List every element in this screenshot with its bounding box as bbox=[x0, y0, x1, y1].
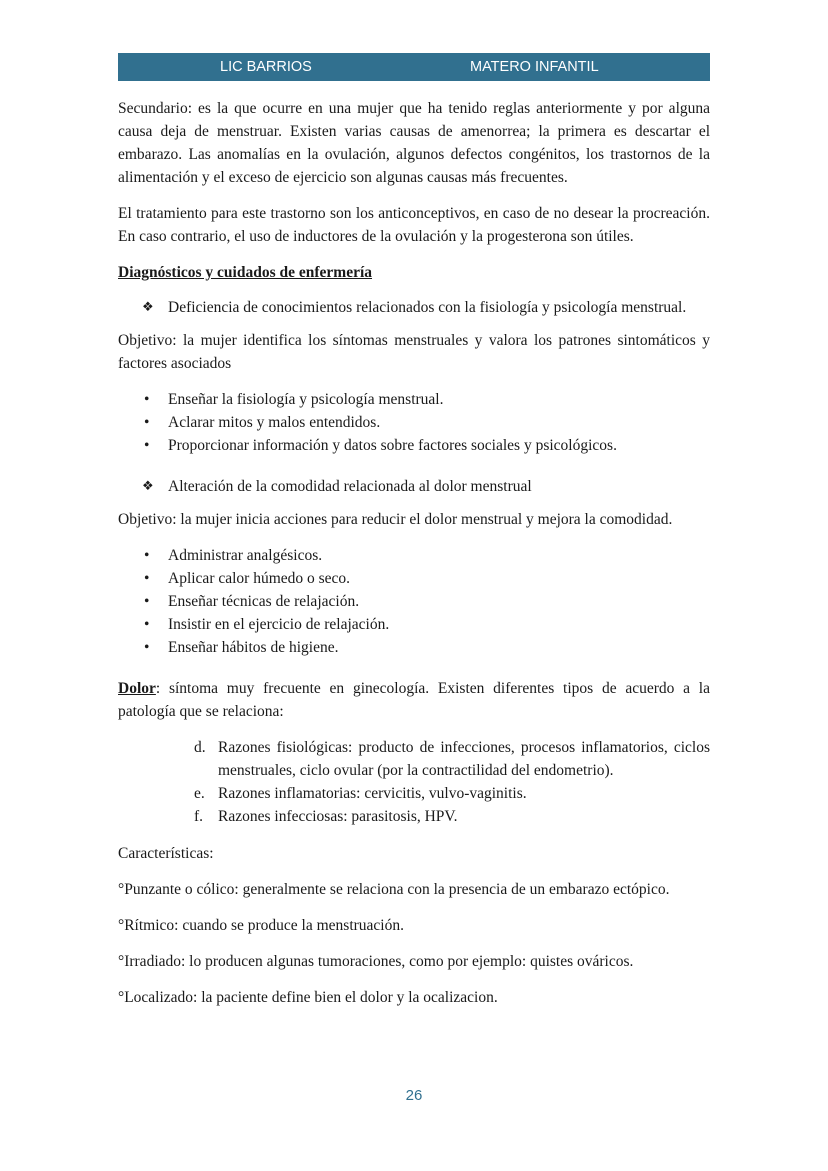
list-letter: f. bbox=[194, 808, 204, 825]
header-subject: MATERO INFANTIL bbox=[470, 59, 599, 75]
caracteristica-item: °Rítmico: cuando se produce la menstruación. bbox=[118, 917, 404, 934]
paragraph-secundario: Secundario: es la que ocurre en una mujer que ha tenido reglas anteriormente y por alguna causa deja de menstruar. Existen varias causas de amenorrea; la primera es descartar el embarazo. Las anomalías en la ovulación, algunos defectos congénitos, los trastornos de la alimentación y el exceso de ejercicio son algunas causas más frecuentes. bbox=[118, 100, 710, 186]
page-header bbox=[118, 53, 710, 81]
list-item bbox=[118, 736, 710, 782]
section-heading: Diagnósticos y cuidados de enfermería bbox=[118, 264, 373, 281]
bullet-icon: • bbox=[144, 414, 150, 431]
bullet-icon: • bbox=[144, 639, 150, 656]
diagnosis-title: Alteración de la comodidad relacionada al dolor menstrual bbox=[168, 478, 532, 495]
list-item bbox=[118, 567, 710, 590]
diamond-bullet-icon: ❖ bbox=[142, 300, 154, 315]
care-list bbox=[118, 388, 710, 457]
list-item bbox=[118, 636, 710, 659]
list-item bbox=[118, 613, 710, 636]
diamond-bullet-icon: ❖ bbox=[142, 479, 154, 494]
list-item bbox=[118, 805, 710, 828]
header-author: LIC BARRIOS bbox=[220, 59, 312, 75]
list-item-text: Aplicar calor húmedo o seco. bbox=[168, 570, 351, 587]
list-item-text: Enseñar hábitos de higiene. bbox=[168, 639, 339, 656]
list-letter: d. bbox=[194, 739, 206, 756]
caracteristicas-label: Características: bbox=[118, 845, 214, 862]
list-item bbox=[118, 544, 710, 567]
list-item-text: Razones infecciosas: parasitosis, HPV. bbox=[218, 808, 458, 825]
bullet-icon: • bbox=[144, 391, 150, 408]
list-item bbox=[118, 411, 710, 434]
list-item bbox=[118, 434, 710, 457]
dolor-definition: : síntoma muy frecuente en ginecología. Existen diferentes tipos de acuerdo a la patología que se relaciona: bbox=[118, 680, 710, 720]
caracteristica-item: °Localizado: la paciente define bien el dolor y la ocalizacion. bbox=[118, 989, 498, 1006]
page-number: 26 bbox=[405, 1087, 423, 1104]
list-item bbox=[118, 388, 710, 411]
diagnosis-title: Deficiencia de conocimientos relacionados con la fisiología y psicología menstrual. bbox=[168, 299, 687, 316]
objective-text: Objetivo: la mujer inicia acciones para reducir el dolor menstrual y mejora la comodidad. bbox=[118, 511, 673, 528]
diagnosis-item bbox=[118, 296, 710, 319]
list-item-text: Razones inflamatorias: cervicitis, vulvo-vaginitis. bbox=[218, 785, 527, 802]
list-item bbox=[118, 782, 710, 805]
bullet-icon: • bbox=[144, 570, 150, 587]
reasons-list bbox=[118, 736, 710, 828]
list-item-text: Enseñar la fisiología y psicología menstrual. bbox=[168, 391, 444, 408]
diagnosis-item bbox=[118, 475, 710, 498]
dolor-term: Dolor bbox=[118, 680, 156, 697]
page-content bbox=[118, 97, 710, 1022]
caracteristica-item: °Irradiado: lo producen algunas tumoraciones, como por ejemplo: quistes ováricos. bbox=[118, 953, 634, 970]
list-item-text: Enseñar técnicas de relajación. bbox=[168, 593, 360, 610]
list-item-text: Aclarar mitos y malos entendidos. bbox=[168, 414, 381, 431]
list-item-text: Administrar analgésicos. bbox=[168, 547, 323, 564]
caracteristica-item: °Punzante o cólico: generalmente se relaciona con la presencia de un embarazo ectópico. bbox=[118, 881, 670, 898]
list-item bbox=[118, 590, 710, 613]
bullet-icon: • bbox=[144, 437, 150, 454]
paragraph-tratamiento: El tratamiento para este trastorno son los anticonceptivos, en caso de no desear la procreación. En caso contrario, el uso de inductores de la ovulación y la progesterona son útiles. bbox=[118, 205, 710, 245]
bullet-icon: • bbox=[144, 616, 150, 633]
list-item-text: Razones fisiológicas: producto de infecciones, procesos inflamatorios, ciclos menstruales, ciclo ovular (por la contractilidad del endometrio). bbox=[218, 739, 710, 779]
list-item-text: Insistir en el ejercicio de relajación. bbox=[168, 616, 390, 633]
objective-text: Objetivo: la mujer identifica los síntomas menstruales y valora los patrones sintomáticos y factores asociados bbox=[118, 332, 710, 372]
bullet-icon: • bbox=[144, 593, 150, 610]
list-item-text: Proporcionar información y datos sobre factores sociales y psicológicos. bbox=[168, 437, 617, 454]
paragraph-dolor bbox=[118, 677, 710, 723]
list-letter: e. bbox=[194, 785, 205, 802]
bullet-icon: • bbox=[144, 547, 150, 564]
care-list bbox=[118, 544, 710, 659]
